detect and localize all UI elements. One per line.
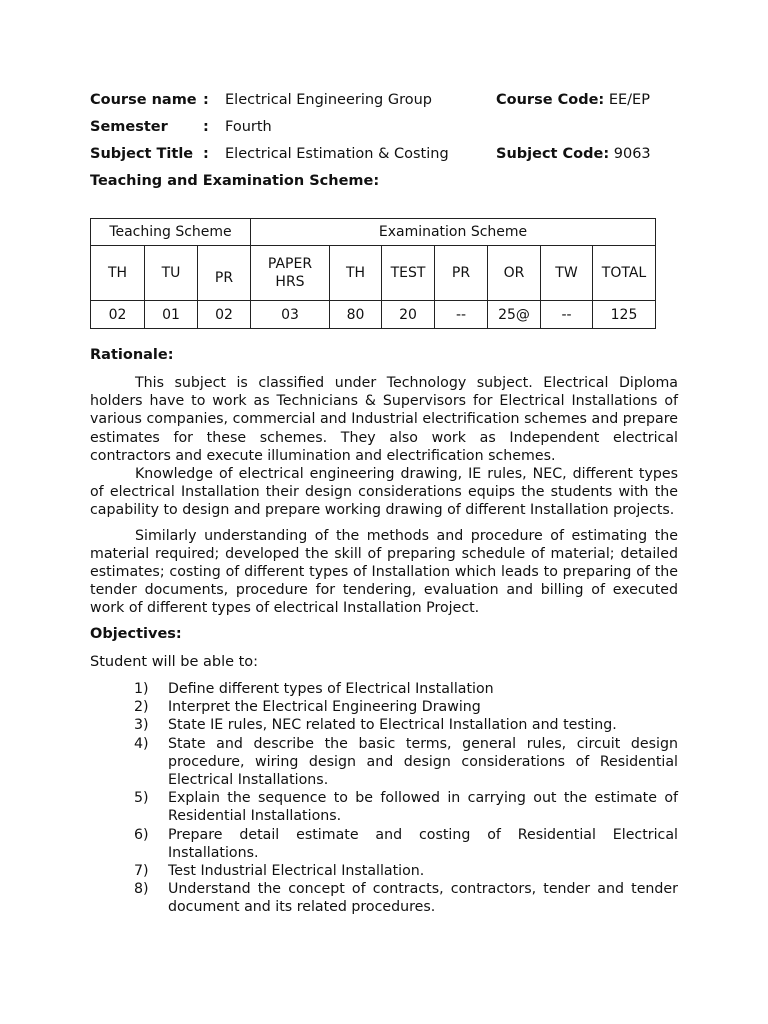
table-cell: 02 [91,301,145,329]
list-item [90,880,678,916]
list-item [90,716,678,734]
rationale-body [90,374,678,618]
list-number: 6) [134,826,149,843]
subject-code-value: 9063 [613,146,651,162]
list-text: State and describe the basic terms, general rules, circuit design procedure, wiring design and design considerations of Residential Electrical Installations. [168,735,678,789]
subject-title-colon: : [203,146,209,162]
course-name-row [90,90,678,110]
rationale-paragraph: Knowledge of electrical engineering drawing, IE rules, NEC, different types of electrical Installation their design considerations equips the students with the capability to design and prepare working drawing of different Installation projects. [90,466,678,519]
list-item [90,698,678,716]
col-header: TH [91,246,145,301]
semester-colon: : [203,119,209,135]
rationale-heading: Rationale: [90,347,174,363]
list-text: Define different types of Electrical Installation [168,681,494,697]
list-text: Understand the concept of contracts, contractors, tender and tender document and its related procedures. [168,881,678,916]
table-cell: 80 [330,301,382,329]
list-number: 1) [134,681,149,697]
objectives-intro: Student will be able to: [90,654,259,670]
course-name-colon: : [203,92,209,108]
rationale-paragraph: Similarly understanding of the methods and procedure of estimating the material required; developed the skill of preparing schedule of material; detailed estimates; costing of different types of Installation which leads to preparing of the tender documents, procedure for tendering, evaluation and billing of executed work of different types of electrical Installation Project. [90,527,678,617]
scheme-table [90,218,656,329]
semester-value: Fourth [225,119,272,135]
col-header: PR [435,246,488,301]
scheme-column-row [91,246,656,301]
list-text: Interpret the Electrical Engineering Drawing [168,699,481,716]
list-text: Test Industrial Electrical Installation. [168,863,425,880]
col-header: TH [330,246,382,301]
list-item [90,789,678,825]
table-cell: -- [435,301,488,329]
list-number: 4) [134,735,149,752]
list-text: Explain the sequence to be followed in carrying out the estimate of Residential Installations. [168,790,678,825]
table-cell: 25@ [488,301,541,329]
list-number: 3) [134,717,149,734]
col-header: OR [488,246,541,301]
list-item [90,680,678,698]
table-cell: 02 [198,301,251,329]
list-item [90,826,678,862]
table-cell: 20 [382,301,435,329]
col-header: TU [145,246,198,301]
table-cell: 03 [251,301,330,329]
list-text: State IE rules, NEC related to Electrical Installation and testing. [168,717,617,734]
list-item [90,735,678,790]
objectives-list [90,680,678,917]
objectives-heading: Objectives: [90,626,182,642]
list-number: 7) [134,863,149,880]
exam-scheme-header: Examination Scheme [251,219,656,246]
table-cell: 01 [145,301,198,329]
scheme-heading: Teaching and Examination Scheme: [90,173,380,189]
list-item [90,862,678,880]
list-text: Prepare detail estimate and costing of Residential Electrical Installations. [168,826,678,861]
course-name-label: Course name [90,92,197,108]
list-number: 5) [134,790,149,807]
subject-code [496,144,651,164]
table-cell: -- [541,301,593,329]
semester-label: Semester [90,119,168,135]
table-cell: 125 [593,301,656,329]
list-number: 8) [134,881,149,898]
subject-title-row [90,144,678,164]
list-number: 2) [134,699,149,716]
course-code-value: EE/EP [608,92,650,108]
rationale-paragraph: This subject is classified under Technology subject. Electrical Diploma holders have to work as Technicians & Supervisors for Electrical Installations of various companies, commercial and Industrial electrification schemes and prepare estimates for these schemes. They also work as Independent electrical contractors and execute illumination and electrification schemes. [90,375,678,464]
col-header: PR [198,246,251,301]
col-header: TOTAL [593,246,656,301]
scheme-value-row [91,301,656,329]
course-code-label: Course Code: [496,92,605,108]
course-code [496,90,650,110]
col-header [251,246,330,301]
course-name-value: Electrical Engineering Group [225,92,433,108]
subject-title-value: Electrical Estimation & Costing [225,146,449,162]
semester-row [90,117,678,137]
scheme-group-header-row [91,219,656,246]
subject-title-label: Subject Title [90,146,194,162]
subject-code-label: Subject Code: [496,146,610,162]
col-header: TEST [382,246,435,301]
col-header: TW [541,246,593,301]
teaching-scheme-header: Teaching Scheme [91,219,251,246]
paper-hrs-label: PAPER HRS [267,256,313,290]
